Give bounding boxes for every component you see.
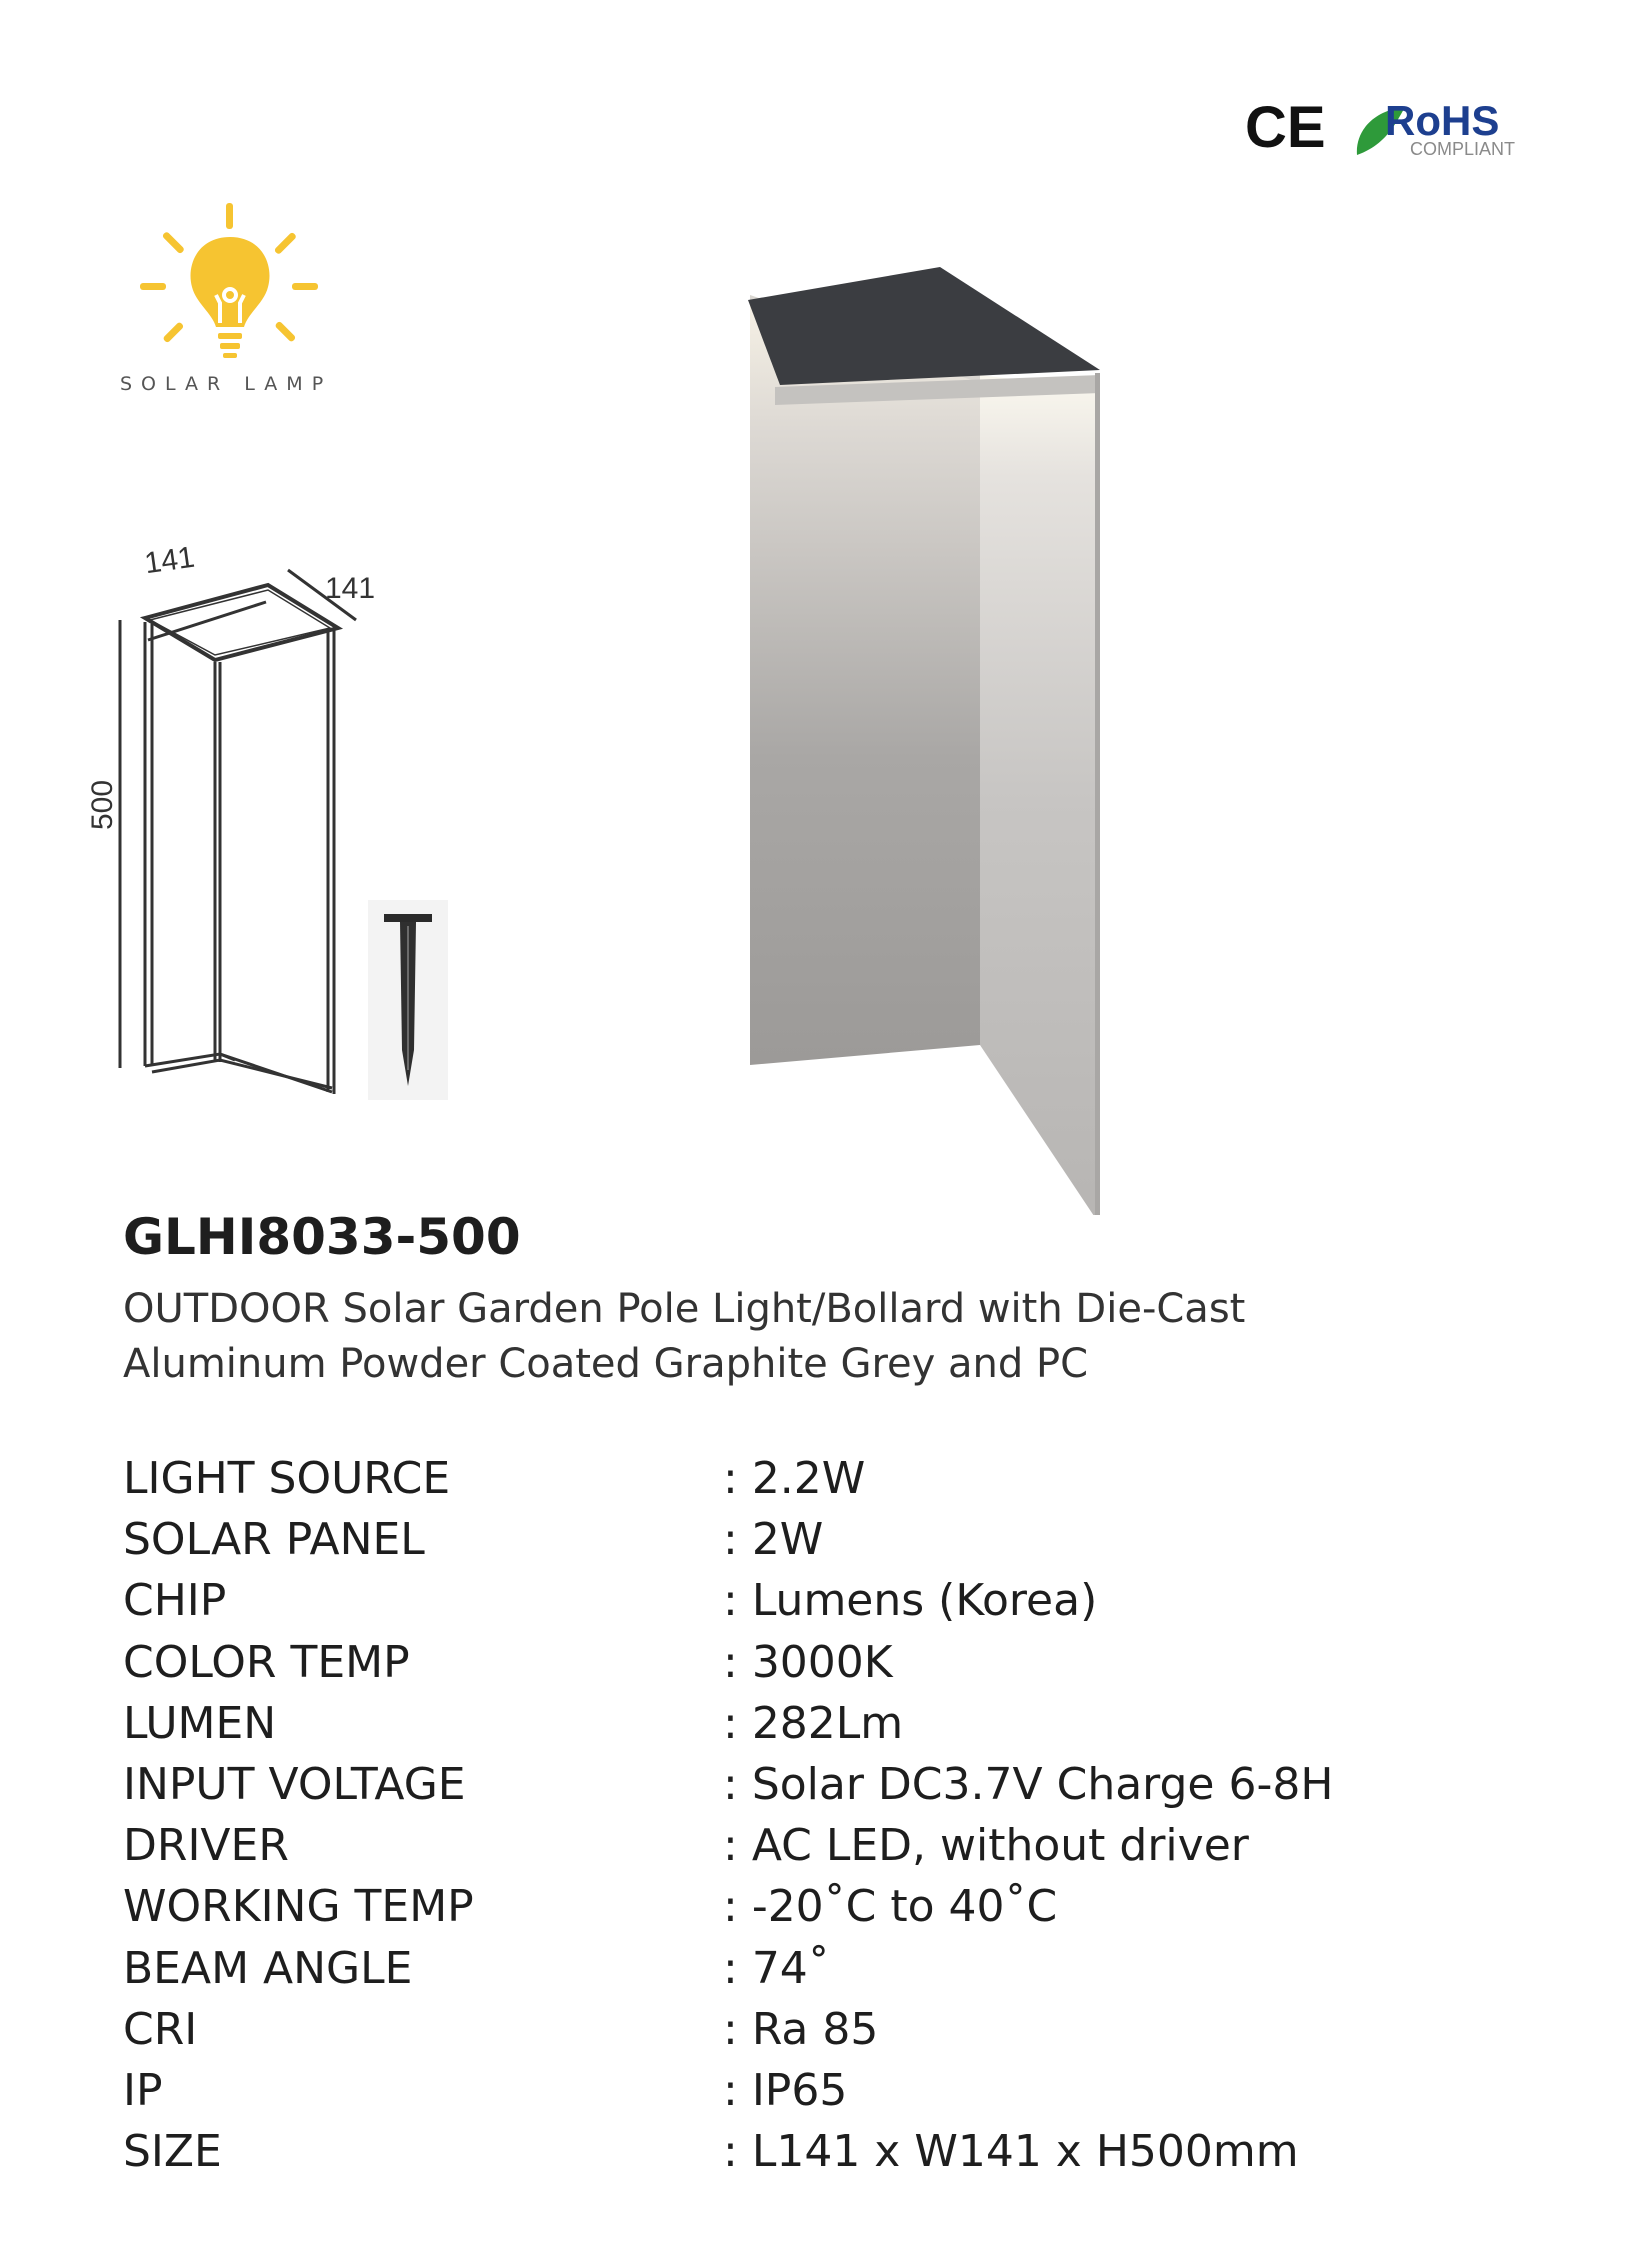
spec-value: : AC LED, without driver (723, 1820, 1249, 1871)
rohs-logo (1357, 97, 1515, 159)
spec-row-beam-angle (123, 1938, 1563, 1999)
spec-label: COLOR TEMP (123, 1636, 410, 1688)
spec-value: : L141 x W141 x H500mm (723, 2126, 1299, 2177)
ce-mark: CE (1245, 95, 1326, 160)
spec-label: DRIVER (123, 1820, 289, 1872)
product-description (123, 1282, 1523, 1392)
spec-row-chip (123, 1570, 1563, 1631)
spec-row-working-temp (123, 1876, 1563, 1937)
spec-label: CRI (123, 2003, 198, 2055)
spec-label: BEAM ANGLE (123, 1942, 413, 1994)
certification-marks (1245, 95, 1565, 165)
spec-label: SIZE (123, 2126, 222, 2178)
spec-value: : Lumens (Korea) (723, 1575, 1097, 1626)
spec-value: : Ra 85 (723, 2004, 878, 2055)
solar-lamp-logo (120, 195, 360, 405)
brand-caption: SOLAR LAMP (120, 373, 333, 395)
spec-label: SOLAR PANEL (123, 1514, 425, 1566)
spec-table (123, 1448, 1563, 2182)
spec-value: : -20˚C to 40˚C (723, 1881, 1057, 1932)
spec-value: : 282Lm (723, 1698, 903, 1749)
spec-value: : 2.2W (723, 1453, 865, 1504)
spec-value: : IP65 (723, 2065, 847, 2116)
spec-row-color-temp (123, 1632, 1563, 1693)
spec-value: : 3000K (723, 1637, 893, 1688)
spec-value: : Solar DC3.7V Charge 6-8H (723, 1759, 1333, 1810)
spec-label: CHIP (123, 1575, 227, 1627)
spec-label: WORKING TEMP (123, 1881, 474, 1933)
spec-value: : 74˚ (723, 1943, 830, 1994)
width-dimension-label: 141 (142, 540, 197, 581)
spec-value: : 2W (723, 1514, 823, 1565)
spec-label: INPUT VOLTAGE (123, 1759, 466, 1811)
spec-row-lumen (123, 1693, 1563, 1754)
description-line: Aluminum Powder Coated Graphite Grey and PC (123, 1341, 1089, 1387)
spec-row-input-voltage (123, 1754, 1563, 1815)
product-photo (740, 265, 1120, 1215)
description-line: OUTDOOR Solar Garden Pole Light/Bollard with Die-Cast (123, 1286, 1246, 1332)
depth-dimension-label: 141 (325, 572, 376, 605)
spec-label: IP (123, 2064, 163, 2116)
spec-row-cri (123, 1999, 1563, 2060)
spec-row-ip (123, 2060, 1563, 2121)
product-model: GLHI8033-500 (123, 1208, 521, 1266)
spec-row-size (123, 2121, 1563, 2182)
solar-bulb-icon (120, 195, 360, 365)
height-dimension-label: 500 (86, 779, 119, 830)
spec-row-driver (123, 1815, 1563, 1876)
rohs-compliant-text: COMPLIANT (1410, 139, 1516, 159)
spec-row-solar-panel (123, 1509, 1563, 1570)
spec-label: LIGHT SOURCE (123, 1453, 451, 1505)
spec-label: LUMEN (123, 1697, 277, 1749)
rohs-text: RoHS (1385, 97, 1500, 144)
ground-stake-image (368, 900, 448, 1100)
spec-row-light-source (123, 1448, 1563, 1509)
